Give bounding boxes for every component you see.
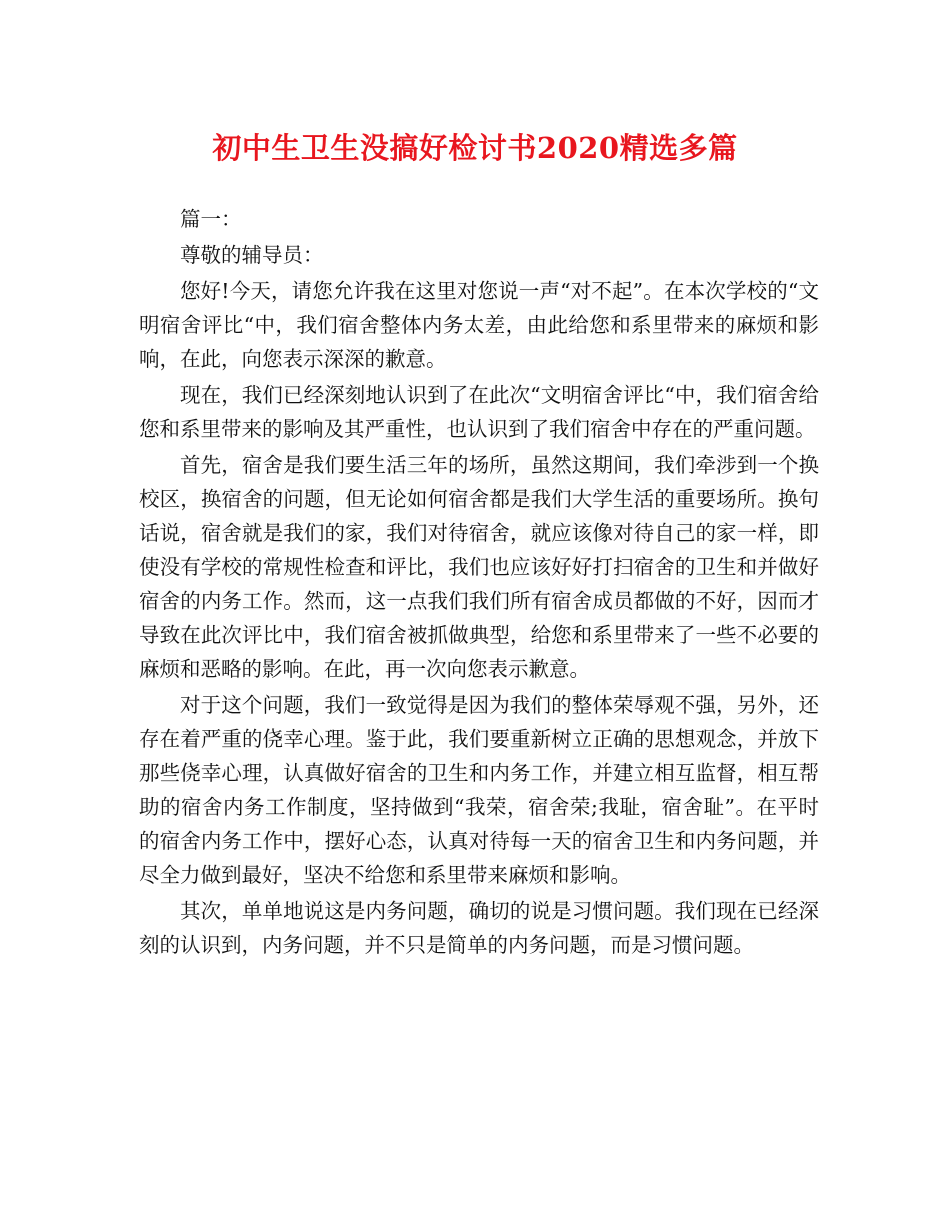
section-label: 篇一： <box>180 207 242 231</box>
paragraph-2: 现在，我们已经深刻地认识到了在此次“文明宿舍评比“中，我们宿舍给您和系里带来的影响及其严重性，也认识到了我们宿舍中存在的严重问题。 <box>139 383 819 441</box>
paragraph-3: 首先，宿舍是我们要生活三年的场所，虽然这期间，我们牵涉到一个换校区，换宿舍的问题，但无论如何宿舍都是我们大学生活的重要场所。换句话说，宿舍就是我们的家，我们对待宿舍，就应该像对待自己的家一样，即使没有学校的常规性检查和评比，我们也应该好好打扫宿舍的卫生和并做好宿舍的内务工作。然而，这一点我们我们所有宿舍成员都做的不好，因而才导致在此次评比中，我们宿舍被抓做典型，给您和系里带来了一些不必要的麻烦和恶略的影响。在此，再一次向您表示歉意。 <box>139 453 819 681</box>
document-body <box>139 202 819 964</box>
paragraph-4: 对于这个问题，我们一致觉得是因为我们的整体荣辱观不强，另外，还存在着严重的侥幸心理。鉴于此，我们要重新树立正确的思想观念，并放下那些侥幸心理，认真做好宿舍的卫生和内务工作，并建立相互监督，相互帮助的宿舍内务工作制度，坚持做到“我荣，宿舍荣;我耻，宿舍耻”。在平时的宿舍内务工作中，摆好心态，认真对待每一天的宿舍卫生和内务问题，并尽全力做到最好，坚决不给您和系里带来麻烦和影响。 <box>139 693 819 887</box>
salutation: 尊敬的辅导员： <box>180 243 324 267</box>
paragraph-1: 您好!今天，请您允许我在这里对您说一声“对不起”。在本次学校的“文明宿舍评比“中，我们宿舍整体内务太差，由此给您和系里带来的麻烦和影响，在此，向您表示深深的歉意。 <box>139 279 819 371</box>
paragraph-5: 其次，单单地说这是内务问题，确切的说是习惯问题。我们现在已经深刻的认识到，内务问题，并不只是简单的内务问题，而是习惯问题。 <box>139 899 819 957</box>
document-title: 初中生卫生没搞好检讨书2020精选多篇 <box>212 131 738 165</box>
